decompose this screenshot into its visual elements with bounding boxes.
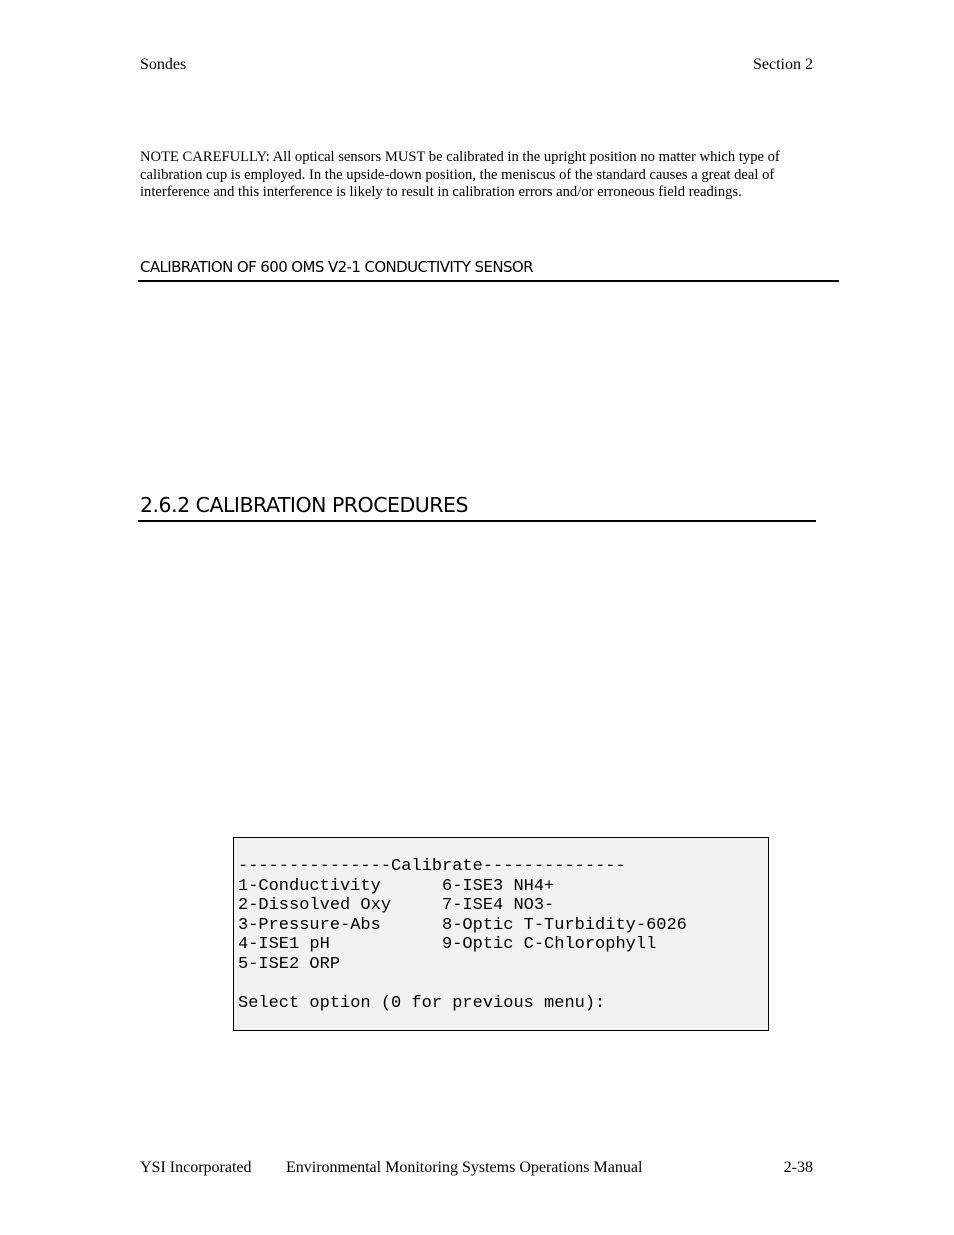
- terminal-menu: [238, 857, 687, 1013]
- terminal-menu-line: 5-ISE2 ORP: [238, 954, 341, 974]
- section-heading: 2.6.2 CALIBRATION PROCEDURES: [140, 493, 468, 517]
- terminal-menu-line: 4-ISE1 pH 9-Optic C-Chlorophyll: [238, 935, 657, 954]
- terminal-prompt: Select option (0 for previous menu):: [238, 993, 606, 1013]
- terminal-menu-title: ---------------Calibrate--------------: [238, 857, 626, 876]
- terminal-screen: [233, 837, 769, 1031]
- footer-company: YSI Incorporated: [140, 1159, 252, 1176]
- footer-page-number: 2-38: [783, 1159, 813, 1176]
- terminal-menu-line: 1-Conductivity 6-ISE3 NH4+: [238, 876, 555, 896]
- header-section-number: Section 2: [753, 56, 813, 73]
- section-rule: [138, 520, 816, 522]
- subsection-rule: [138, 280, 839, 282]
- subsection-heading: CALIBRATION OF 600 OMS V2-1 CONDUCTIVITY SENSOR: [140, 258, 533, 276]
- terminal-blank-line: [238, 974, 687, 994]
- footer-manual-title: Environmental Monitoring Systems Operations Manual: [286, 1159, 643, 1176]
- note-paragraph: NOTE CAREFULLY: All optical sensors MUST be calibrated in the upright position no matter which type of calibration cup is employed. In the upside-down position, the meniscus of the standard causes a great deal of interference and this interference is likely to result in calibration errors and/or erroneous field readings.: [140, 149, 780, 201]
- terminal-menu-line: 3-Pressure-Abs 8-Optic T-Turbidity-6026: [238, 915, 687, 935]
- terminal-menu-line: 2-Dissolved Oxy 7-ISE4 NO3-: [238, 896, 555, 915]
- header-section-name: Sondes: [140, 56, 187, 73]
